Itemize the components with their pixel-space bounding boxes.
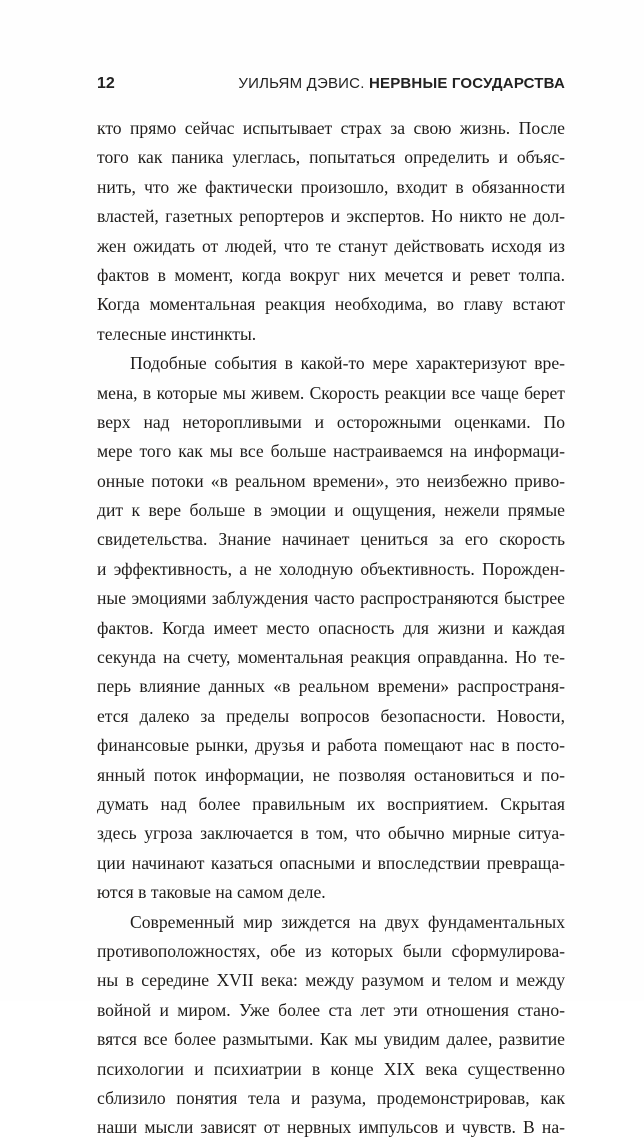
text-line: войной и миром. Уже более ста лет эти отношения стано- bbox=[97, 999, 565, 1020]
paragraph bbox=[97, 908, 565, 1143]
text-line: секунда на счету, моментальная реакция оправданна. Но те- bbox=[97, 647, 565, 668]
header-author: УИЛЬЯМ ДЭВИС. bbox=[238, 75, 365, 92]
text-line: финансовые рынки, друзья и работа помещают нас в посто- bbox=[97, 735, 565, 756]
text-line: ются в таковые на самом деле. bbox=[97, 882, 326, 903]
text-line: Современный мир зиждется на двух фундаментальных bbox=[130, 911, 565, 932]
text-line: перь влияние данных «в реальном времени» распространя- bbox=[97, 676, 565, 697]
text-line: здесь угроза заключается в том, что обычно мирные ситуа- bbox=[97, 823, 565, 844]
text-line: противоположностях, обе из которых были сформулирова- bbox=[97, 940, 565, 961]
text-line: мена, в которые мы живем. Скорость реакции все чаще берет bbox=[97, 382, 565, 403]
text-line: фактов. Когда имеет место опасность для жизни и каждая bbox=[97, 617, 565, 638]
paragraph bbox=[97, 114, 565, 349]
text-line: Когда моментальная реакция необходима, во главу встают bbox=[97, 294, 565, 315]
header-book-title: НЕРВНЫЕ ГОСУДАРСТВА bbox=[368, 75, 565, 92]
text-line: кто прямо сейчас испытывает страх за свою жизнь. После bbox=[97, 118, 565, 138]
text-line: нить, что же фактически произошло, входит в обязанности bbox=[97, 176, 565, 197]
page-number: 12 bbox=[97, 75, 115, 92]
text-line: думать над более правильным их восприятием. Скрытая bbox=[97, 793, 565, 814]
text-line: фактов в момент, когда вокруг них мечется и ревет толпа. bbox=[97, 264, 565, 285]
header-title bbox=[238, 73, 565, 95]
text-line: и эффективность, а не холодную объективность. Порожден- bbox=[97, 558, 565, 579]
running-header bbox=[97, 73, 565, 95]
text-line: ется далеко за пределы вопросов безопасности. Новости, bbox=[97, 705, 565, 726]
text-line: того как паника улеглась, попытаться определить и объяс- bbox=[97, 147, 565, 168]
text-line: дит к вере больше в эмоции и ощущения, нежели прямые bbox=[97, 500, 565, 521]
text-line: ции начинают казаться опасными и впоследствии превраща- bbox=[97, 852, 565, 873]
text-line: мере того как мы все больше настраиваемся на информаци- bbox=[97, 441, 565, 462]
text-line: верх над неторопливыми и осторожными оценками. По bbox=[97, 411, 565, 432]
text-line: вятся все более размытыми. Как мы увидим далее, развитие bbox=[97, 1029, 565, 1050]
text-line: психологии и психиатрии в конце XIX века существенно bbox=[97, 1058, 565, 1079]
text-line: свидетельства. Знание начинает цениться за его скорость bbox=[97, 529, 565, 550]
text-line: онные потоки «в реальном времени», это неизбежно приво- bbox=[97, 470, 565, 491]
text-line: сблизило понятия тела и разума, продемонстрировав, как bbox=[97, 1087, 565, 1108]
text-line: жен ожидать от людей, что те станут действовать исходя из bbox=[97, 235, 565, 256]
text-line: Подобные события в какой-то мере характеризуют вре- bbox=[130, 353, 565, 374]
body-text bbox=[97, 114, 565, 1143]
paragraph bbox=[97, 349, 565, 907]
text-line: наши мысли зависят от нервных импульсов и чувств. В на- bbox=[97, 1117, 565, 1138]
text-line: ные эмоциями заблуждения часто распространяются быстрее bbox=[97, 588, 565, 609]
text-line: ны в середине XVII века: между разумом и телом и между bbox=[97, 970, 565, 991]
text-line: янный поток информации, не позволяя остановиться и по- bbox=[97, 764, 565, 785]
text-line: телесные инстинкты. bbox=[97, 323, 257, 344]
text-line: властей, газетных репортеров и экспертов. Но никто не дол- bbox=[97, 206, 565, 227]
